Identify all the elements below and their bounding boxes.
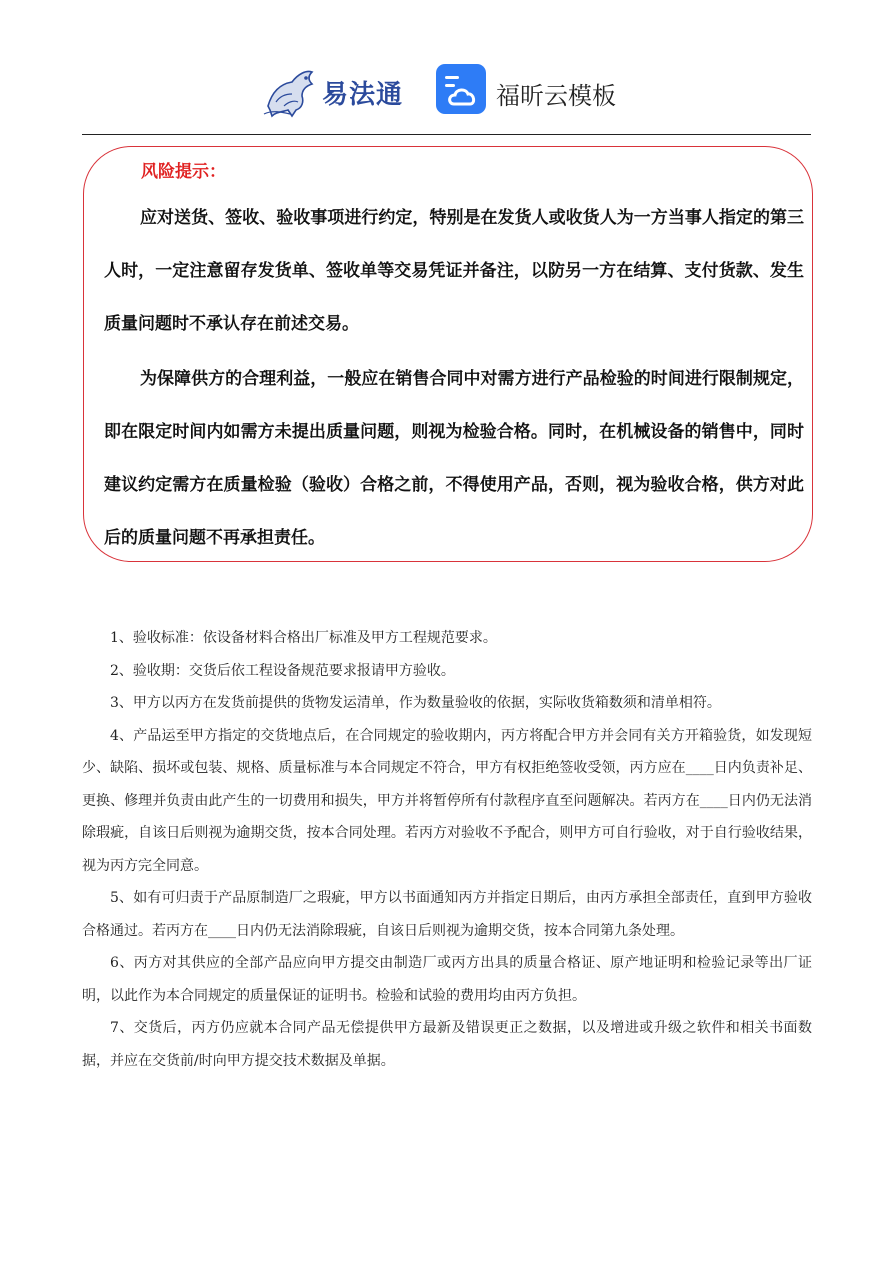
cloud-document-icon (436, 64, 486, 114)
fuxin-logo-text: 福昕云模板 (496, 82, 616, 110)
yifatong-logo-text: 易法通 (322, 80, 404, 110)
clause-item: 1、验收标准：依设备材料合格出厂标准及甲方工程规范要求。 (110, 630, 497, 646)
yifatong-logo (262, 62, 412, 118)
header-divider (82, 134, 811, 135)
risk-notice-paragraph: 应对送货、签收、验收事项进行约定，特别是在发货人或收货人为一方当事人指定的第三人时，一定注意留存发货单、签收单等交易凭证并备注，以防另一方在结算、支付货款、发生质量问题时不承认存在前述交易。 (104, 208, 804, 334)
risk-notice-paragraph: 为保障供方的合理利益，一般应在销售合同中对需方进行产品检验的时间进行限制规定，即在限定时间内如需方未提出质量问题，则视为检验合格。同时，在机械设备的销售中，同时建议约定需方在质量检验（验收）合格之前，不得使用产品，否则，视为验收合格，供方对此后的质量问题不再承担责任。 (104, 369, 804, 548)
clause-item: 7、交货后，丙方仍应就本合同产品无偿提供甲方最新及错误更正之数据，以及增进或升级之软件和相关书面数据，并应在交货前/时向甲方提交技术数据及单据。 (82, 1020, 812, 1069)
clause-item: 3、甲方以丙方在发货前提供的货物发运清单，作为数量验收的依据，实际收货箱数须和清单相符。 (110, 695, 721, 711)
risk-notice-title: 风险提示： (141, 162, 226, 182)
clause-item: 5、如有可归责于产品原制造厂之瑕疵，甲方以书面通知丙方并指定日期后，由丙方承担全部责任，直到甲方验收合格通过。若丙方在____日内仍无法消除瑕疵，自该日后则视为逾期交货，按本合同第九条处理。 (82, 890, 812, 939)
clause-item: 6、丙方对其供应的全部产品应向甲方提交由制造厂或丙方出具的质量合格证、原产地证明和检验记录等出厂证明，以此作为本合同规定的质量保证的证明书。检验和试验的费用均由丙方负担。 (82, 955, 812, 1004)
clause-item: 4、产品运至甲方指定的交货地点后，在合同规定的验收期内，丙方将配合甲方并会同有关方开箱验货，如发现短少、缺陷、损坏或包装、规格、质量标准与本合同规定不符合，甲方有权拒绝签收受领，丙方应在____日内负责补足、更换、修理并负责由此产生的一切费用和损失，甲方并将暂停所有付款程序直至问题解决。若丙方在____日内仍无法消除瑕疵，自该日后则视为逾期交货，按本合同处理。若丙方对验收不予配合，则甲方可自行验收，对于自行验收结果，视为丙方完全同意。 (82, 727, 812, 874)
page-header (0, 60, 893, 120)
acceptance-clauses (82, 622, 812, 1077)
qilin-icon (262, 62, 320, 118)
fuxin-cloud-template-logo (436, 64, 636, 118)
clause-item: 2、验收期：交货后依工程设备规范要求报请甲方验收。 (110, 662, 455, 679)
